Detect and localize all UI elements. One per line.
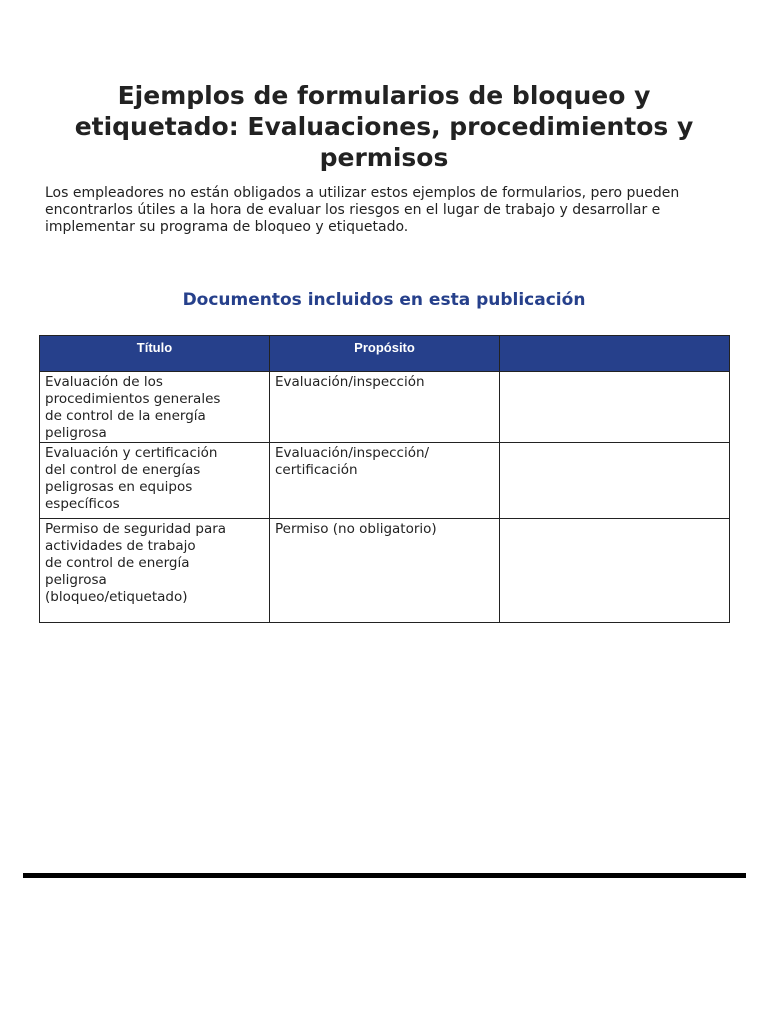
documents-table [39, 335, 730, 623]
table-row [40, 519, 730, 623]
footer-divider [23, 873, 746, 878]
cell-extra [500, 372, 730, 443]
cell-proposito: Evaluación/inspección/ certificación [270, 443, 500, 519]
column-header-titulo: Título [40, 336, 270, 372]
cell-proposito: Evaluación/inspección [270, 372, 500, 443]
table-row [40, 372, 730, 443]
column-header-proposito: Propósito [270, 336, 500, 372]
cell-titulo: Permiso de seguridad para actividades de trabajo de control de energía peligrosa (bloqueo/etiquetado) [40, 519, 270, 623]
page-title: Ejemplos de formularios de bloqueo y etiquetado: Evaluaciones, procedimientos y permisos [74, 81, 694, 172]
table-header-row [40, 336, 730, 372]
table-row [40, 443, 730, 519]
intro-paragraph: Los empleadores no están obligados a utilizar estos ejemplos de formularios, pero pueden encontrarlos útiles a la hora de evaluar los riesgos en el lugar de trabajo y desarrollar e implementar su programa de bloqueo y etiquetado. [45, 185, 680, 235]
cell-extra [500, 519, 730, 623]
cell-titulo: Evaluación de los procedimientos generales de control de la energía peligrosa [40, 372, 270, 443]
cell-extra [500, 443, 730, 519]
column-header-extra [500, 336, 730, 372]
section-heading: Documentos incluidos en esta publicación [182, 290, 586, 310]
cell-proposito: Permiso (no obligatorio) [270, 519, 500, 623]
cell-titulo: Evaluación y certificación del control de energías peligrosas en equipos específicos [40, 443, 270, 519]
